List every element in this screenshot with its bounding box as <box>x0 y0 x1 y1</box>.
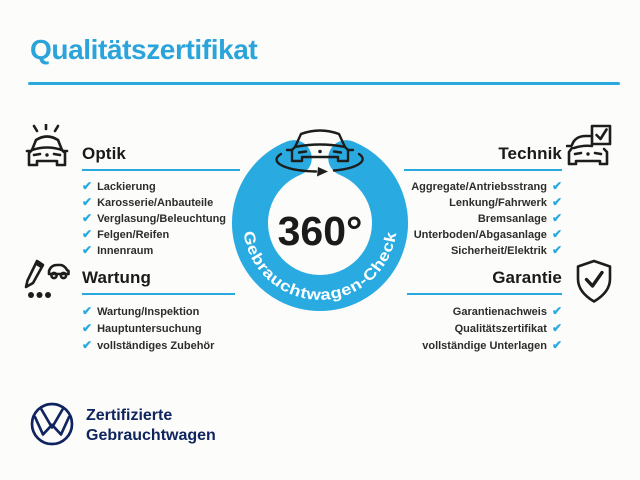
check-icon: ✔ <box>551 211 562 225</box>
brand-claim <box>86 406 216 446</box>
list-item: Unterboden/Abgasanlage ✔ <box>413 227 562 241</box>
list-item: Sicherheit/Elektrik ✔ <box>450 243 562 257</box>
check-icon: ✔ <box>82 243 93 257</box>
list-item: ✔ Verglasung/Beleuchtung <box>82 211 227 225</box>
list-item: ✔ Lackierung <box>82 179 156 193</box>
list-item: ✔ Innenraum <box>82 243 154 257</box>
check-icon: ✔ <box>551 243 562 257</box>
list-item: Lenkung/Fahrwerk ✔ <box>449 195 562 209</box>
badge-degrees: 360° <box>277 208 363 254</box>
badge-curved-label: Gebrauchtwagen-Check <box>239 229 401 304</box>
check-icon: ✔ <box>82 320 93 335</box>
list-item: ✔ vollständiges Zubehör <box>82 337 215 352</box>
badge-360-check <box>210 108 430 320</box>
vw-logo <box>28 400 76 448</box>
section-garantie-title: Garantie <box>492 268 562 287</box>
list-item: vollständige Unterlagen ✔ <box>422 337 562 352</box>
checklist-pencil-car-icon <box>24 258 72 306</box>
section-garantie-rule <box>407 293 562 295</box>
check-icon: ✔ <box>82 211 93 225</box>
check-icon: ✔ <box>82 195 93 209</box>
section-garantie-list <box>407 303 562 354</box>
list-item: ✔ Wartung/Inspektion <box>82 303 200 318</box>
check-icon: ✔ <box>551 195 562 209</box>
car-shine-icon <box>24 124 72 172</box>
brand-line-1: Zertifizierte <box>86 407 173 424</box>
page-title: Qualitätszertifikat <box>30 34 258 65</box>
list-item: Qualitätszertifikat ✔ <box>454 320 562 335</box>
check-icon: ✔ <box>551 337 562 352</box>
list-item: Bremsanlage ✔ <box>477 211 562 225</box>
check-icon: ✔ <box>82 227 93 241</box>
title-underline <box>28 82 620 85</box>
check-icon: ✔ <box>82 303 93 318</box>
shield-check-icon <box>572 258 616 306</box>
section-technik-title: Technik <box>498 144 562 163</box>
section-wartung-title: Wartung <box>82 268 151 287</box>
check-icon: ✔ <box>551 320 562 335</box>
check-icon: ✔ <box>82 179 93 193</box>
check-icon: ✔ <box>551 179 562 193</box>
car-checkbox-icon <box>566 124 614 172</box>
list-item: ✔ Hauptuntersuchung <box>82 320 202 335</box>
section-optik-title: Optik <box>82 144 126 163</box>
brand-line-2: Gebrauchtwagen <box>86 427 216 444</box>
list-item: Garantienachweis ✔ <box>452 303 562 318</box>
list-item: Aggregate/Antriebsstrang ✔ <box>411 179 562 193</box>
check-icon: ✔ <box>82 337 93 352</box>
list-item: ✔ Felgen/Reifen <box>82 227 170 241</box>
check-icon: ✔ <box>551 303 562 318</box>
list-item: ✔ Karosserie/Anbauteile <box>82 195 214 209</box>
check-icon: ✔ <box>551 227 562 241</box>
section-garantie <box>407 268 562 354</box>
